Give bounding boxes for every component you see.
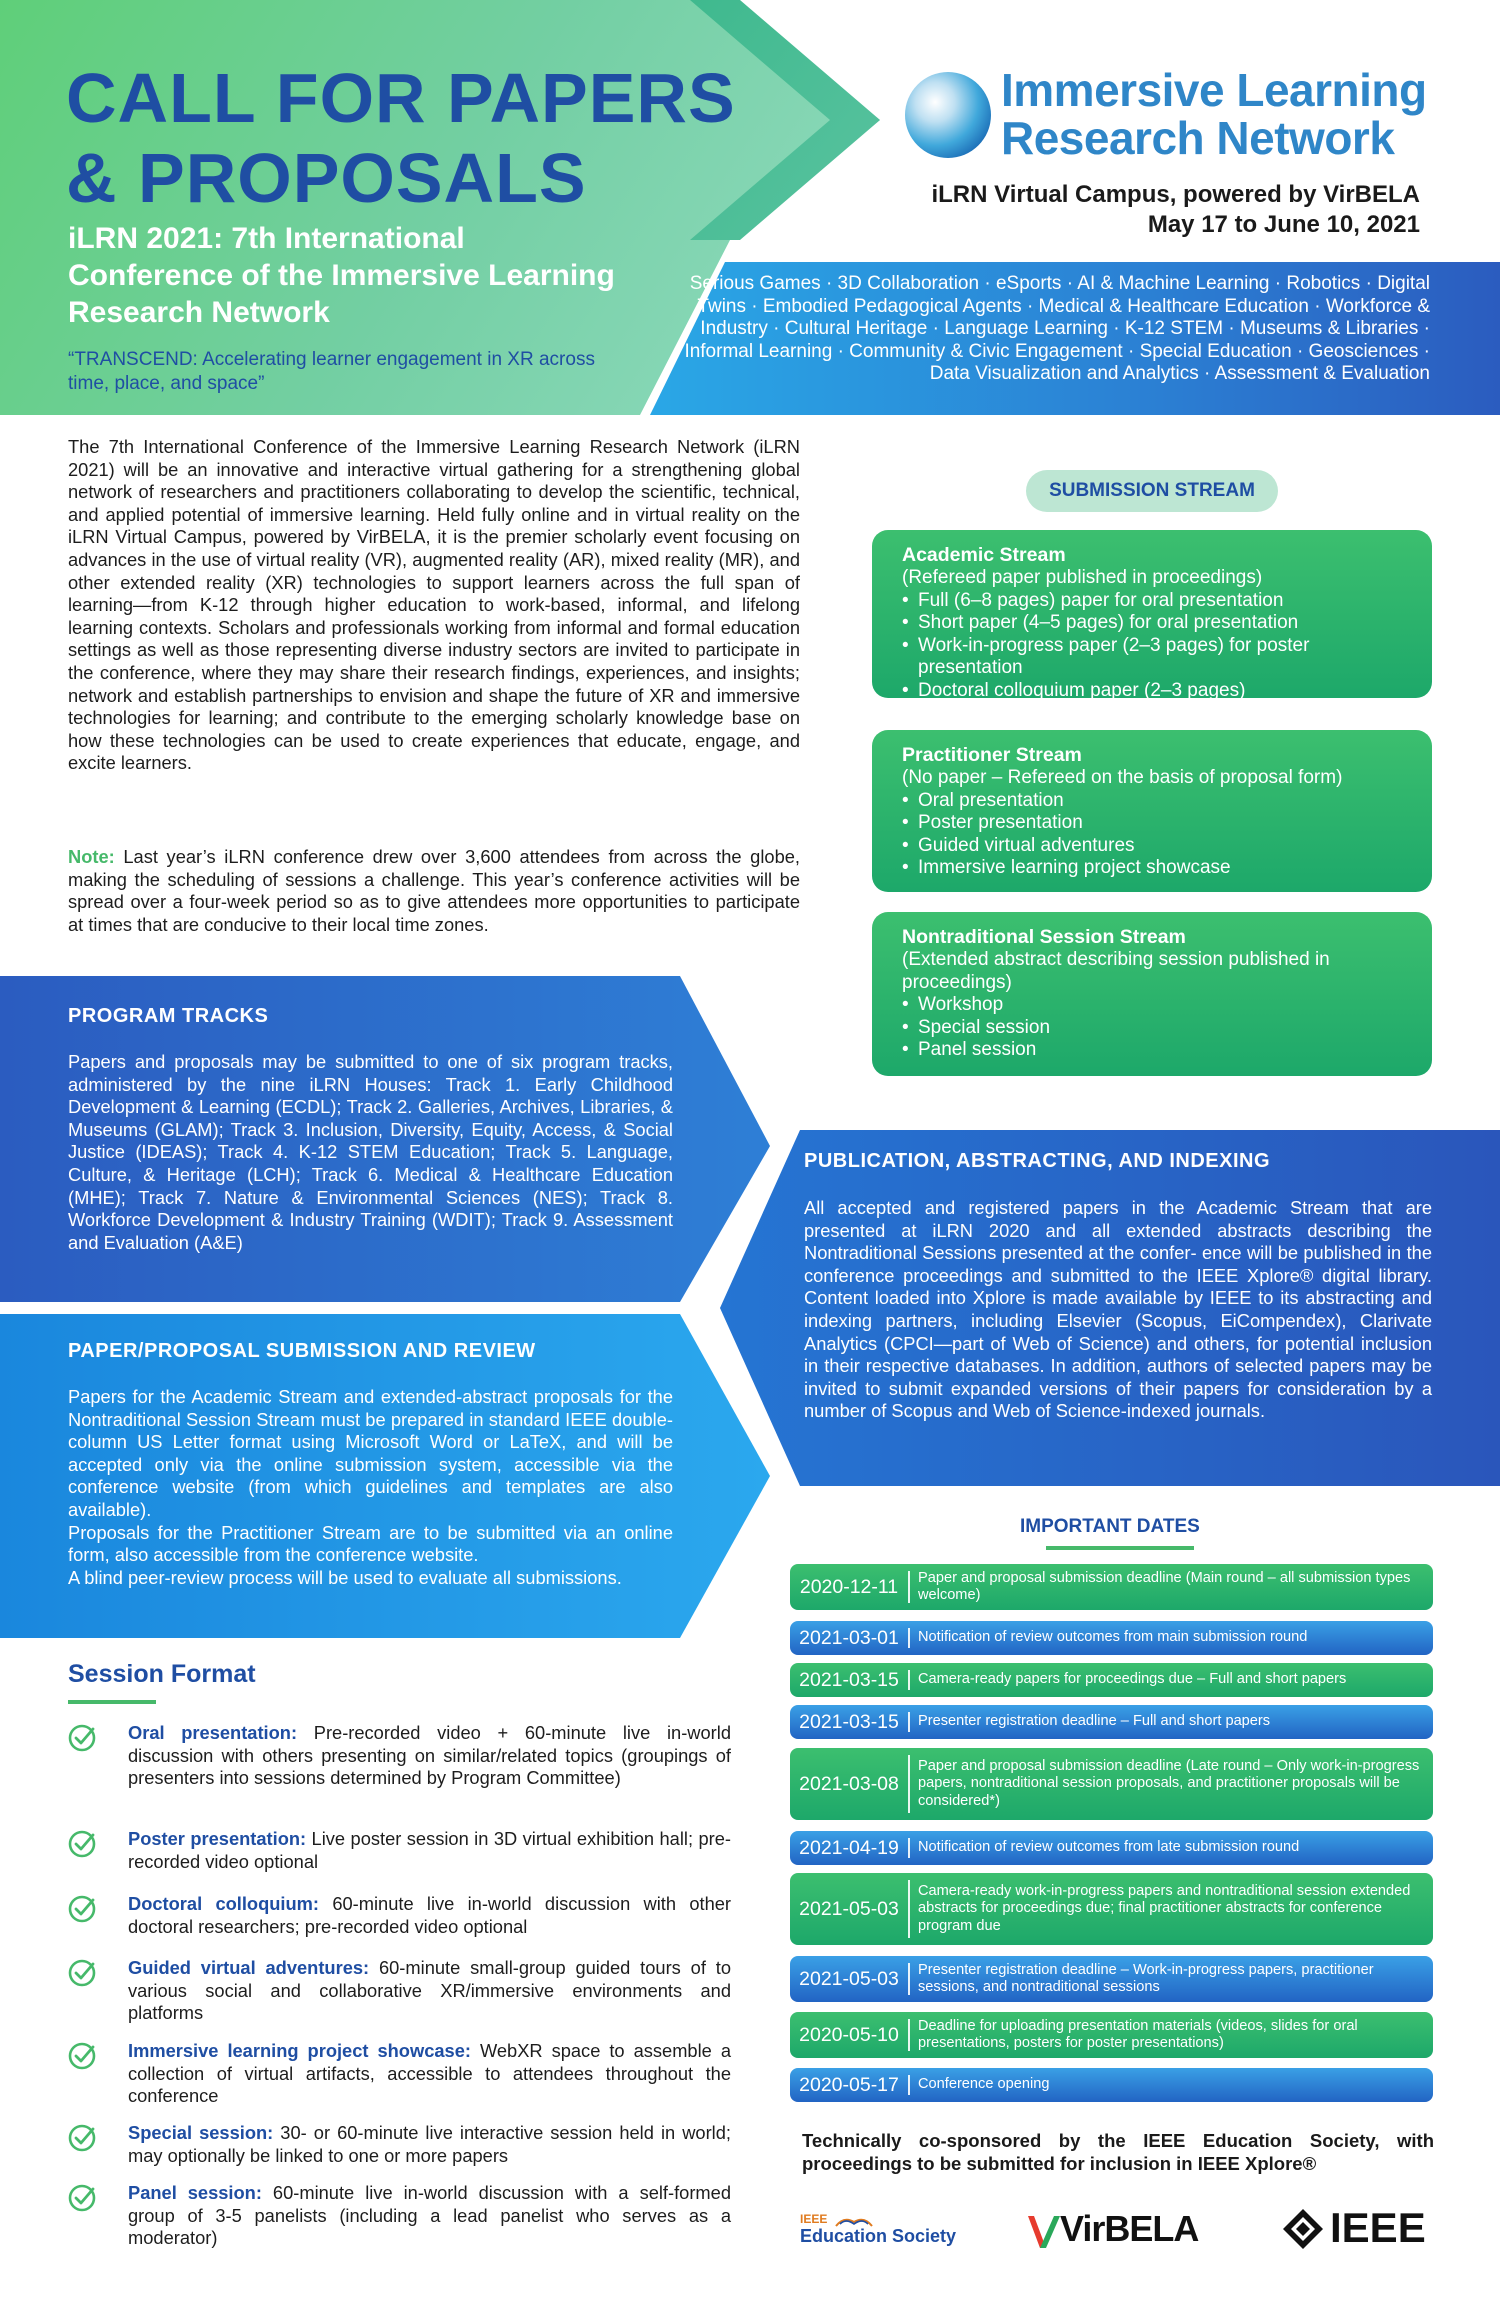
session-format-item	[66, 2122, 731, 2167]
session-format-underline	[68, 1700, 156, 1704]
date-description: Presenter registration deadline – Full and short papers	[918, 1713, 1271, 1730]
stream-list-item: • Immersive learning project showcase	[902, 857, 1410, 880]
date-row	[790, 1621, 1433, 1655]
date-description: Deadline for uploading presentation materials (videos, slides for oral presentations, posters for poster presentations)	[918, 2017, 1358, 2051]
stream-subtitle: (No paper – Refereed on the basis of proposal form)	[902, 767, 1343, 788]
stream-list-item: • Workshop	[902, 994, 1410, 1017]
book-icon	[834, 2212, 874, 2228]
submission-review-title: PAPER/PROPOSAL SUBMISSION AND REVIEW	[68, 1340, 536, 1362]
topic-list: Serious Games · 3D Collaboration · eSports · AI & Machine Learning · Robotics · Digital Twins · Embodied Pedagogical Agents · Medical & Healthcare Education · Workforce & Industry · Cultural Heritage · Language Learning · K-12 STEM · Museums & Libraries · Informal Learning · Community & Civic Engagement · Special Education · Geosciences · Data Visualization and Analytics · Assessment & Evaluation	[684, 273, 1430, 385]
date-row	[790, 1564, 1433, 1610]
session-format-item	[66, 1957, 731, 2025]
session-format-item	[66, 1893, 731, 1938]
conference-theme: “TRANSCEND: Accelerating learner engagement in XR across time, place, and space”	[68, 349, 595, 394]
stream-list	[902, 790, 1410, 880]
date-row	[790, 1956, 1433, 2002]
check-circle-icon	[66, 2122, 98, 2154]
intro-paragraph: The 7th International Conference of the Immersive Learning Research Network (iLRN 2021) will be an innovative and interactive virtual gathering for a strengthening global network of researchers and practitioners collaborating to develop the scientific, technical, and applied potential of immersive learning. Held fully online and in virtual reality on the iLRN Virtual Campus, powered by VirBELA, it is the premier scholarly event focusing on advances in the use of virtual reality (VR), augmented reality (AR), mixed reality (MR), and other extended reality (XR) technologies to support learners across the full span of learning—from K-12 through higher education to work-based, informal, and lifelong learning contexts. Scholars and professionals working from informal and formal education settings as well as those representing diverse industry sectors are invited to participate in the conference, where they may share their research findings, experiences, and insights; network and establish partnerships to envision and shape the future of XR and immersive technologies for learning; and contribute to the emerging scholarly knowledge base on how these technologies can be used to create experiences that educate, engage, and excite learners.	[68, 436, 800, 774]
date-row	[790, 1748, 1433, 1820]
date-description: Notification of review outcomes from late submission round	[918, 1839, 1300, 1856]
publication-body: All accepted and registered papers in the Academic Stream that are presented at iLRN 2020 and all extended abstracts describing the Nontraditional Sessions presented at the confer- ence will be published in the conference proceedings and submitted to the IEEE Xplore® digital library. Content loaded into Xplore is made available by IEEE to its abstracting and indexing partners, including Elsevier (Scopus, EiCompendex), Clarivate Analytics (CPCI—part of Web of Science) and others, for potential inclusion in their respective databases. In addition, authors of selected papers may be invited to submit expanded versions of their papers for consideration by a number of Scopus and Web of Science-indexed journals.	[804, 1197, 1432, 1422]
stream-subtitle: (Extended abstract describing session published in proceedings)	[902, 949, 1330, 993]
stream-subtitle: (Refereed paper published in proceedings)	[902, 567, 1263, 588]
ieee-education-society-logo	[800, 2212, 980, 2252]
session-format-name: Immersive learning project showcase:	[128, 2040, 471, 2061]
date-row	[790, 1873, 1433, 1945]
session-format-desc: 60-minute live in-world discussion with a self-formed group of 3-5 panelists (including a lead panelist who serves as a moderator)	[128, 2182, 731, 2249]
session-format-name: Oral presentation:	[128, 1722, 298, 1743]
check-circle-icon	[66, 1893, 98, 1925]
session-format-item	[66, 2040, 731, 2108]
publication-title: PUBLICATION, ABSTRACTING, AND INDEXING	[804, 1150, 1271, 1172]
call-for-papers-title: CALL FOR PAPERS & PROPOSALS	[66, 59, 736, 217]
stream-list-item: • Work-in-progress paper (2–3 pages) for poster presentation	[902, 635, 1410, 680]
session-format-name: Guided virtual adventures:	[128, 1957, 370, 1978]
date-value: 2021-03-08	[799, 1772, 899, 1795]
session-format-item	[66, 2182, 731, 2250]
session-format-name: Doctoral colloquium:	[128, 1893, 320, 1914]
date-value: 2021-05-03	[799, 1967, 899, 1990]
date-row	[790, 1831, 1433, 1865]
virbela-logo-text: VirBELA	[1060, 2208, 1199, 2249]
session-format-desc: WebXR space to assemble a collection of virtual artifacts, accessible to attendees throughout the conference	[128, 2040, 731, 2107]
ilrn-logo	[905, 66, 1445, 166]
session-format-title: Session Format	[68, 1660, 256, 1688]
program-tracks-body: Papers and proposals may be submitted to one of six program tracks, administered by the nine iLRN Houses: Track 1. Early Childhood Development & Learning (ECDL); Track 2. Galleries, Archives, Libraries, & Museums (GLAM); Track 3. Inclusion, Diversity, Equity, Access, & Social Justice (IDEAS); Track 4. K-12 STEM Education; Track 5. Language, Culture, & Heritage (LCH); Track 6. Medical & Healthcare Education (MHE); Track 7. Nature & Environmental Sciences (NES); Track 8. Workforce Development & Industry Training (WDIT); Track 9. Assessment and Evaluation (A&E)	[68, 1051, 673, 1253]
venue-and-dates: iLRN Virtual Campus, powered by VirBELA May 17 to June 10, 2021	[931, 181, 1420, 238]
ilrn-logo-text: Immersive Learning Research Network	[1001, 64, 1427, 164]
globe-icon	[905, 72, 991, 158]
stream-list	[902, 590, 1410, 703]
stream-list-item: • Doctoral colloquium paper (2–3 pages)	[902, 680, 1410, 703]
stream-list-item: • Full (6–8 pages) paper for oral presentation	[902, 590, 1410, 613]
virbela-logo	[1026, 2206, 1226, 2256]
date-value: 2020-05-10	[799, 2023, 899, 2046]
stream-title: Nontraditional Session Stream	[902, 926, 1186, 948]
date-description: Notification of review outcomes from main submission round	[918, 1629, 1308, 1646]
check-circle-icon	[66, 2182, 98, 2214]
date-value: 2020-12-11	[799, 1575, 899, 1598]
date-value: 2021-03-15	[799, 1710, 899, 1733]
stream-list-item: • Oral presentation	[902, 790, 1410, 813]
date-row	[790, 1705, 1433, 1739]
note-text: Last year’s iLRN conference drew over 3,600 attendees from across the globe, making the scheduling of sessions a challenge. This year’s conference activities will be spread over a four-week period so as to give attendees more opportunities to participate at times that are conducive to their local time zones.	[68, 846, 800, 935]
date-description: Presenter registration deadline – Work-in-progress papers, practitioner sessions, and nontraditional sessions	[918, 1961, 1374, 1995]
date-row	[790, 1663, 1433, 1697]
session-format-desc: Pre-recorded video + 60-minute live in-world discussion with others presenting on similar/related topics (groupings of presenters into sessions determined by Program Committee)	[128, 1722, 731, 1789]
check-circle-icon	[66, 1722, 98, 1754]
session-format-name: Poster presentation:	[128, 1828, 307, 1849]
important-dates-underline	[1046, 1546, 1194, 1550]
stream-title: Academic Stream	[902, 544, 1066, 566]
date-description: Paper and proposal submission deadline (Main round – all submission types welcome)	[918, 1569, 1411, 1603]
session-format-desc: 60-minute small-group guided tours of to various social and collaborative XR/immersive environments and platforms	[128, 1957, 731, 2024]
stream-title: Practitioner Stream	[902, 744, 1082, 766]
submission-stream-label: SUBMISSION STREAM	[1026, 470, 1278, 512]
submission-review-p3: A blind peer-review process will be used to evaluate all submissions.	[68, 1566, 622, 1588]
program-tracks-title: PROGRAM TRACKS	[68, 1005, 269, 1027]
practitioner-stream-card	[872, 730, 1432, 892]
ieee-edu-logo-line2: Education Society	[800, 2226, 957, 2246]
submission-review-body	[68, 1386, 673, 1589]
date-description: Camera-ready work-in-progress papers and nontraditional session extended abstracts for proceedings due; final practitioner abstracts for conference program due	[918, 1882, 1411, 1934]
note-label: Note:	[68, 846, 115, 867]
date-row	[790, 2068, 1433, 2102]
ieee-diamond-icon	[1282, 2208, 1324, 2250]
date-value: 2021-04-19	[799, 1836, 899, 1859]
note-paragraph	[68, 846, 800, 936]
cosponsor-statement: Technically co-sponsored by the IEEE Education Society, with proceedings to be submitted for inclusion in IEEE Xplore®	[802, 2130, 1434, 2174]
stream-list-item: • Short paper (4–5 pages) for oral presentation	[902, 612, 1410, 635]
session-format-desc: Live poster session in 3D virtual exhibition hall; pre-recorded video optional	[128, 1828, 731, 1872]
ieee-logo-text: IEEE	[1330, 2204, 1426, 2251]
stream-list-item: • Special session	[902, 1017, 1410, 1040]
session-format-desc: 30- or 60-minute live interactive session held in world; may optionally be linked to one or more papers	[128, 2122, 731, 2166]
stream-list-item: • Panel session	[902, 1039, 1410, 1062]
date-description: Paper and proposal submission deadline (Late round – Only work-in-progress papers, nontraditional session proposals, and practitioner proposals will be considered*)	[918, 1757, 1420, 1809]
check-circle-icon	[66, 1957, 98, 1989]
stream-list-item: • Poster presentation	[902, 812, 1410, 835]
check-circle-icon	[66, 1828, 98, 1860]
submission-review-p2: Proposals for the Practitioner Stream are to be submitted via an online form, also accessible from the conference website.	[68, 1521, 673, 1566]
session-format-item	[66, 1828, 731, 1873]
session-format-name: Special session:	[128, 2122, 274, 2143]
check-circle-icon	[66, 2040, 98, 2072]
nontraditional-stream-card	[872, 912, 1432, 1076]
session-format-desc: 60-minute live in-world discussion with other doctoral researchers; pre-recorded video optional	[128, 1893, 732, 1937]
virbela-v-icon	[1026, 2212, 1062, 2252]
ieee-edu-logo-line1: IEEE	[800, 2212, 828, 2226]
submission-review-p1: Papers for the Academic Stream and extended-abstract proposals for the Nontraditional Session Stream must be prepared in standard IEEE double-column US Letter format using Microsoft Word or LaTeX, and will be accepted only via the online submission system, accessible via the conference website (from which guidelines and templates are also available).	[68, 1386, 673, 1520]
session-format-item	[66, 1722, 731, 1790]
academic-stream-card	[872, 530, 1432, 701]
session-format-name: Panel session:	[128, 2182, 262, 2203]
ieee-logo	[1278, 2204, 1438, 2254]
date-value: 2020-05-17	[799, 2073, 899, 2096]
date-value: 2021-05-03	[799, 1897, 899, 1920]
date-description: Camera-ready papers for proceedings due – Full and short papers	[918, 1671, 1347, 1688]
important-dates-title: IMPORTANT DATES	[1020, 1516, 1200, 1537]
date-row	[790, 2012, 1433, 2058]
date-description: Conference opening	[918, 2076, 1050, 2093]
date-value: 2021-03-15	[799, 1668, 899, 1691]
stream-list	[902, 994, 1410, 1062]
stream-list-item: • Guided virtual adventures	[902, 835, 1410, 858]
date-value: 2021-03-01	[799, 1626, 899, 1649]
conference-name: iLRN 2021: 7th International Conference of the Immersive Learning Research Network	[68, 222, 615, 329]
